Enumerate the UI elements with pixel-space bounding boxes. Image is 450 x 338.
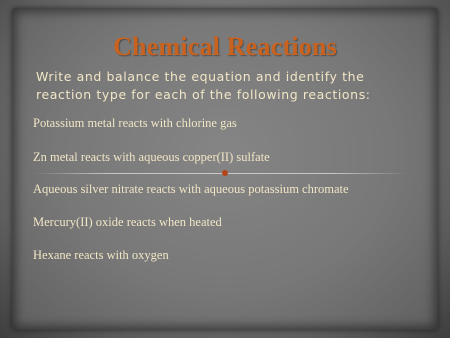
reaction-item: Aqueous silver nitrate reacts with aqueous potassium chromate xyxy=(33,182,349,196)
divider-dot-icon xyxy=(222,170,228,176)
reaction-item: Mercury(II) oxide reacts when heated xyxy=(33,215,222,229)
instructions-text: Write and balance the equation and identify the reaction type for each of the following reactions: xyxy=(36,69,371,102)
divider-line xyxy=(34,173,408,174)
reaction-item: Potassium metal reacts with chlorine gas xyxy=(33,116,237,130)
slide-title: Chemical Reactions xyxy=(113,32,337,61)
reaction-item: Hexane reacts with oxygen xyxy=(33,248,169,262)
reaction-item: Zn metal reacts with aqueous copper(II) sulfate xyxy=(33,150,270,164)
